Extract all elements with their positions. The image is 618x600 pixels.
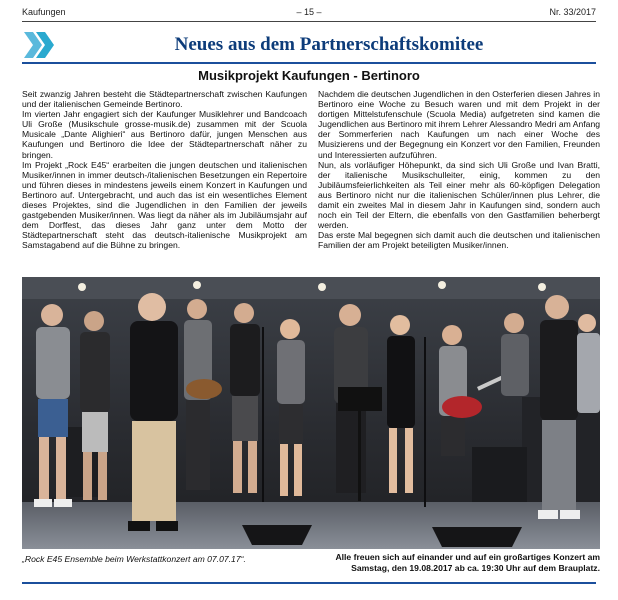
article-paragraph: Im Projekt „Rock E45“ erarbeiten die jungen deutschen und italienischen Musiker/innen in immer deutsch-/italienischen Besetzungen ein Repertoire und führen dieses in mindestens jeweils einem Konzert in Kaufungen und Bertinoro auf. Untergebracht, und auch das ist ein wesentliches Element dieses Projektes, sind die Jugendlichen in den Familien der jeweils gastgebenden Musiker/innen. Was liegt da näher als im Jubiläumsjahr auf dem Dorffest, das dieses Jahr ganz unter dem Motto der Städtepartnerschaft steht das deutsch-italienische Musikprojekt am Samstagabend auf die Bühne zu bringen. xyxy=(22,159,307,251)
double-chevron-right-icon xyxy=(22,30,58,60)
article-paragraph: Im vierten Jahr engagiert sich der Kaufunger Musiklehrer und Bandcoach Uli Große (Musikschule grosse-musik.de) zusammen mit der Scuola Musicale „Dante Alighieri“ aus Bertinoro dafür, jungen Menschen aus Kaufungen und Bertinoro die Idee der Städtepartnerschaft näher zu bringen. xyxy=(22,109,307,160)
section-title: Neues aus dem Partnerschaftskomitee xyxy=(174,34,484,55)
article-title: Musikprojekt Kaufungen - Bertinoro xyxy=(198,68,420,83)
header-issue-number: Nr. 33/2017 xyxy=(549,7,596,17)
section-rule xyxy=(22,62,596,64)
article-column-right xyxy=(318,89,600,251)
header-town: Kaufungen xyxy=(22,7,66,17)
article-paragraph: Das erste Mal begegnen sich damit auch die deutschen und italienischen Familien der am Projekt beteiligten Musiker/innen. xyxy=(318,230,600,251)
concert-announcement: Alle freuen sich auf einander und auf ein großartiges Konzert am Samstag, den 19.08.2017 ab ca. 19:30 Uhr auf dem Brauplatz. xyxy=(335,552,600,573)
band-photo-illustration xyxy=(22,277,600,549)
article-paragraph: Seit zwanzig Jahren besteht die Städtepartnerschaft zwischen Kaufungen und der italienischen Gemeinde Bertinoro. xyxy=(22,89,307,110)
article-paragraph: Nun, als vorläufiger Höhepunkt, da sind sich Uli Große und Ivan Bratti, der italienische Musikschulleiter, einig, kommen zu den Jubiläumsfeierlichkeiten als Teil einer mehr als 60-köpfigen Delegation aus Bertinoro nicht nur die italienischen Schüler/innen plus Lehrer, die damit ein zweites Mal in diesem Jahr in Kaufungen sind, sondern auch noch ein Teil der Eltern, die ebenfalls von den Gastfamilien beherbergt werden. xyxy=(318,159,600,231)
header-rule xyxy=(22,21,596,22)
article-paragraph: Nachdem die deutschen Jugendlichen in den Osterferien diesen Jahres in Bertinoro eine Woche zu Besuch waren und mit dem Projekt in der dortigen Mittelstufenschule (Scuola Media) aufgetreten sind kamen die Jugendlichen aus Bertinoro mit ihrem Lehrer Alessandro Medri am Anfang der Sommerferien nach Kaufungen um nach einer Woche des Musizierens und der Begegnung ein Konzert vor den Familien, Freunden und Interessierten aufzuführen. xyxy=(318,89,600,160)
photo-caption: „Rock E45 Ensemble beim Werkstattkonzert am 07.07.17“. xyxy=(22,554,246,564)
page-header xyxy=(22,4,596,20)
header-page-number: – 15 – xyxy=(296,7,322,17)
band-photo xyxy=(22,277,600,549)
bottom-rule xyxy=(22,582,596,584)
article-column-left xyxy=(22,89,307,251)
